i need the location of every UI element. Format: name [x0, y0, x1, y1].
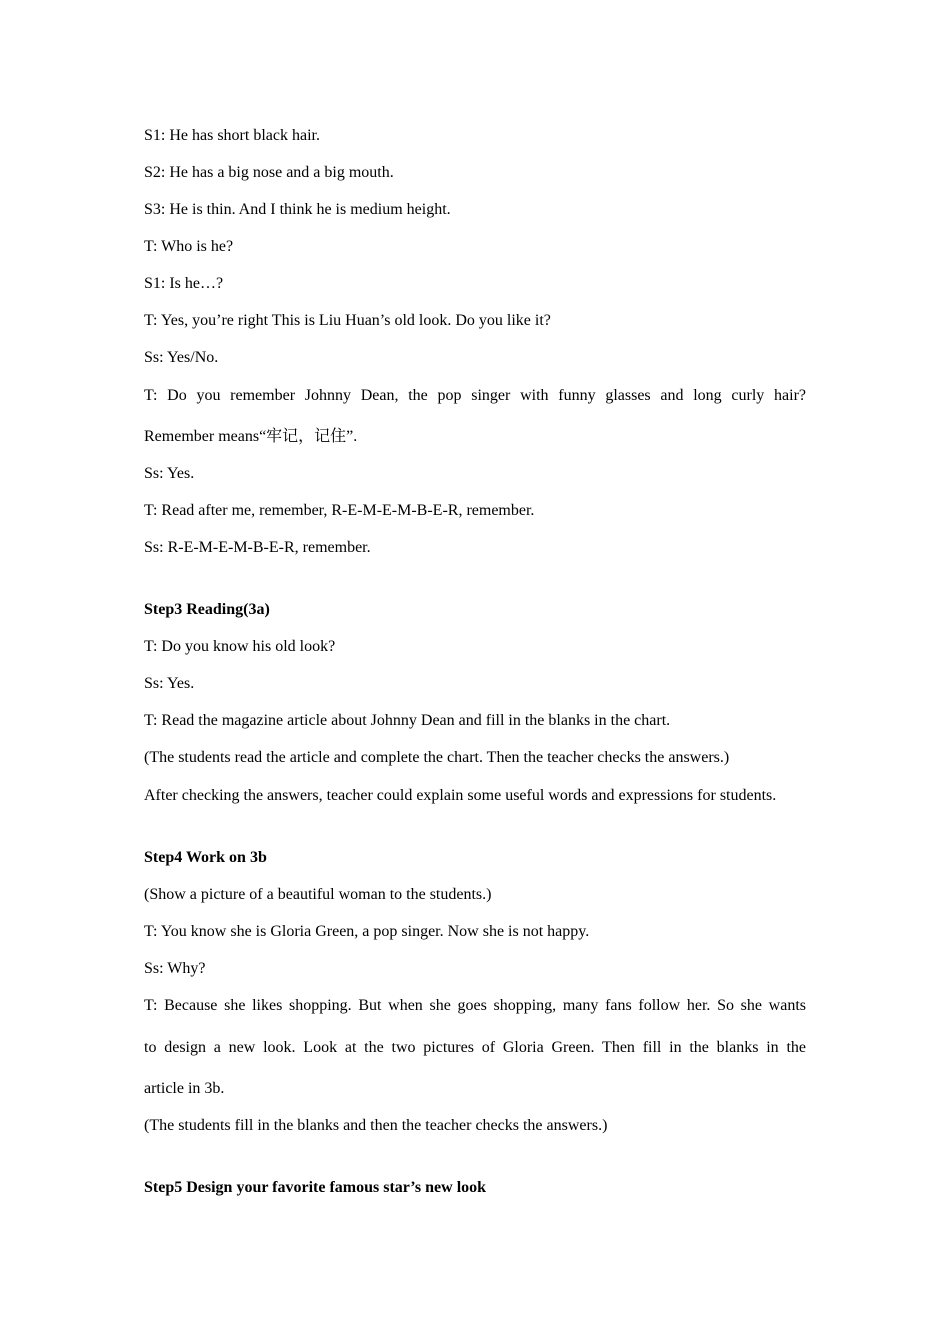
section-heading: Step5 Design your favorite famous star’s new look	[144, 1179, 487, 1196]
dialogue-line: T: You know she is Gloria Green, a pop singer. Now she is not happy.	[144, 923, 590, 940]
dialogue-line: Ss: Why?	[144, 960, 206, 977]
dialogue-line: (The students read the article and complete the chart. Then the teacher checks the answers.)	[144, 749, 730, 766]
dialogue-line: T: Read after me, remember, R-E-M-E-M-B-E-R, remember.	[144, 502, 535, 519]
section-heading: Step3 Reading(3a)	[144, 601, 270, 618]
dialogue-line: After checking the answers, teacher could explain some useful words and expressions for students.	[144, 787, 777, 804]
dialogue-line: S2: He has a big nose and a big mouth.	[144, 164, 394, 181]
dialogue-line: (Show a picture of a beautiful woman to the students.)	[144, 886, 492, 903]
dialogue-line: (The students fill in the blanks and then the teacher checks the answers.)	[144, 1117, 608, 1134]
dialogue-line: to design a new look. Look at the two pictures of Gloria Green. Then fill in the blanks in the	[144, 1039, 806, 1056]
dialogue-line: T: Who is he?	[144, 238, 234, 255]
dialogue-line: Ss: R-E-M-E-M-B-E-R, remember.	[144, 539, 371, 556]
section-heading: Step4 Work on 3b	[144, 849, 267, 866]
dialogue-line: T: Do you remember Johnny Dean, the pop singer with funny glasses and long curly hair?	[144, 387, 806, 404]
dialogue-line: S1: Is he…?	[144, 275, 224, 292]
dialogue-line: T: Read the magazine article about Johnny Dean and fill in the blanks in the chart.	[144, 712, 671, 729]
dialogue-line: T: Because she likes shopping. But when she goes shopping, many fans follow her. So she wants	[144, 997, 806, 1014]
dialogue-line: Ss: Yes.	[144, 675, 195, 692]
dialogue-line: S1: He has short black hair.	[144, 127, 320, 144]
dialogue-line: Remember means“牢记，记住”.	[144, 428, 358, 445]
dialogue-line: T: Do you know his old look?	[144, 638, 336, 655]
dialogue-line: article in 3b.	[144, 1080, 225, 1097]
dialogue-line: Ss: Yes/No.	[144, 349, 219, 366]
dialogue-line: Ss: Yes.	[144, 465, 195, 482]
dialogue-line: T: Yes, you’re right This is Liu Huan’s old look. Do you like it?	[144, 312, 551, 329]
dialogue-line: S3: He is thin. And I think he is medium height.	[144, 201, 451, 218]
